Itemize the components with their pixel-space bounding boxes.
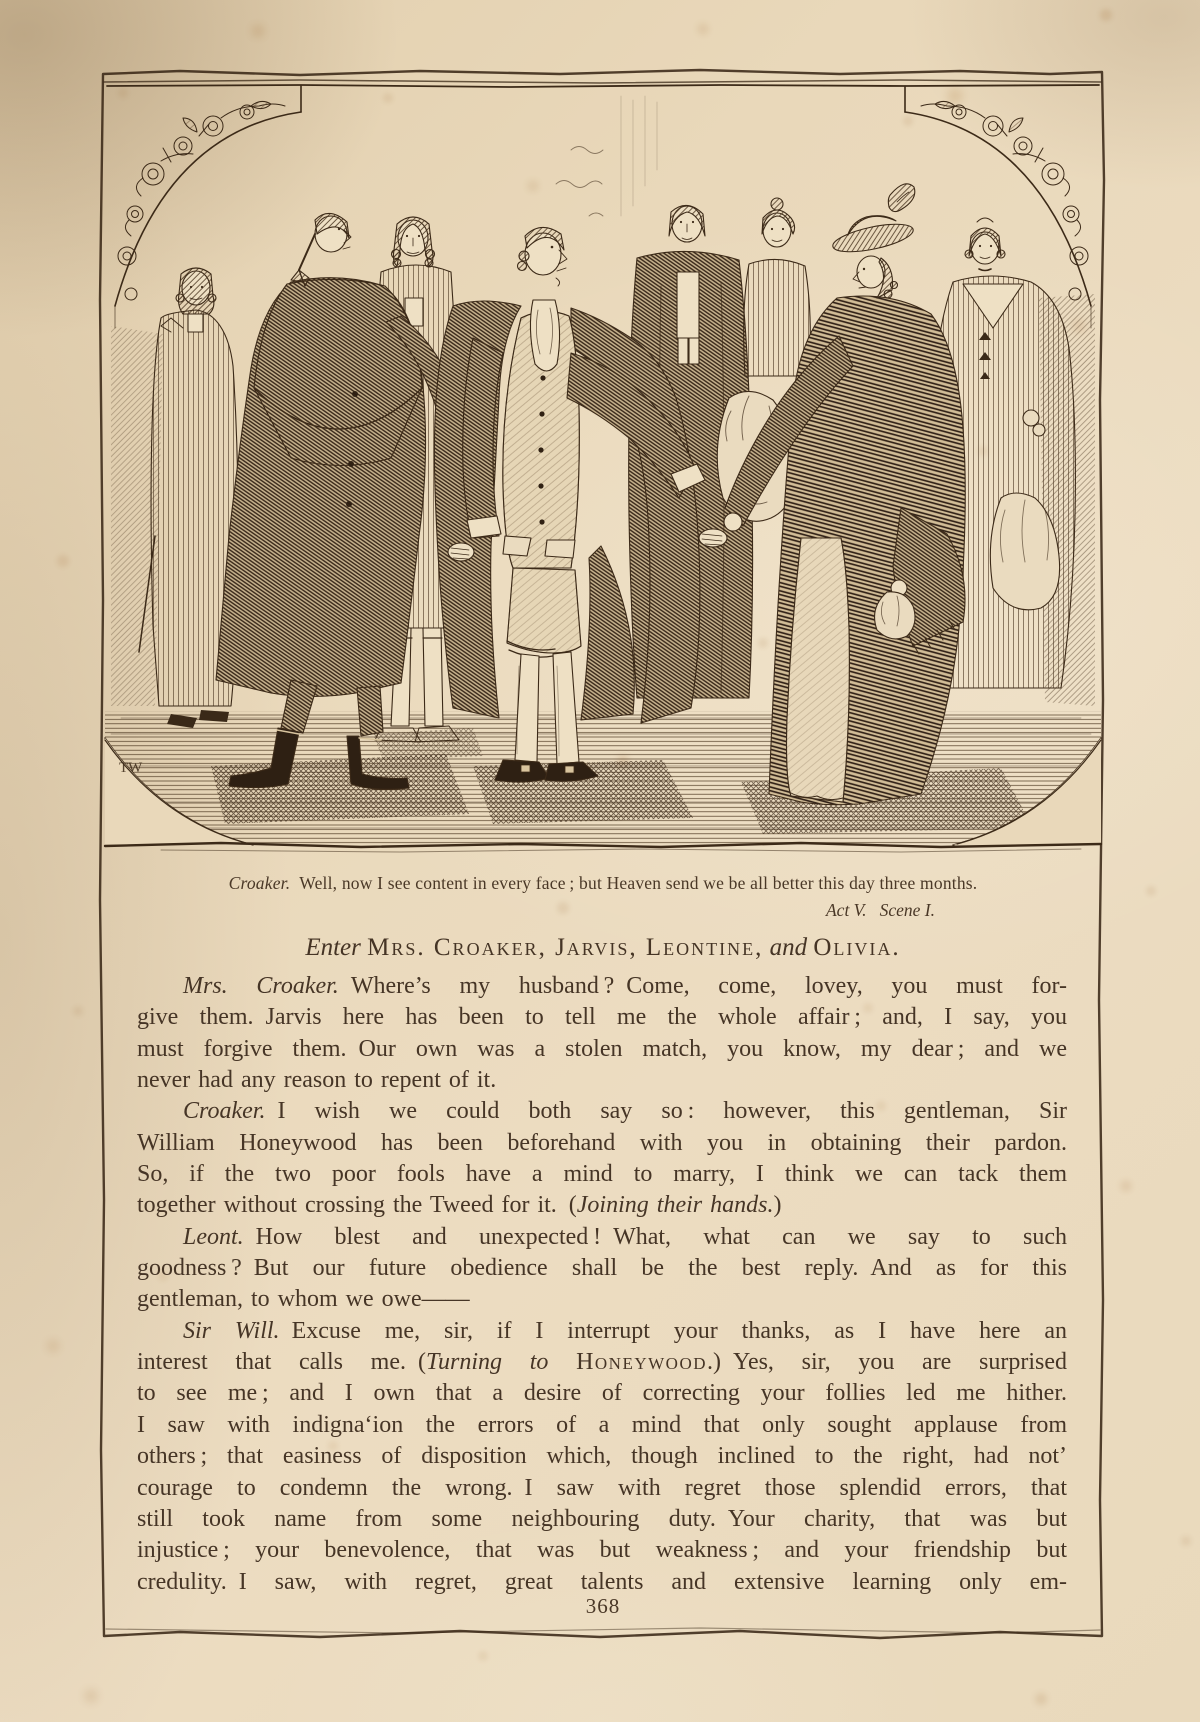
text-line: [137, 1284, 1067, 1315]
text-segment: never had any reason to repent of it.: [137, 1067, 497, 1094]
text-line: [137, 1535, 1067, 1566]
text-line: [137, 1065, 1067, 1096]
text-segment: others ; that easiness of disposition which, though inclined to the right, had not’: [137, 1443, 1067, 1470]
engraving-illustration: [101, 66, 1105, 858]
text-segment: together without crossing the Tweed for it. (: [137, 1192, 577, 1219]
text-line: [137, 1190, 1067, 1221]
rose-garland-right: [921, 101, 1088, 300]
text-line: [137, 1253, 1067, 1284]
text-line: [137, 1128, 1067, 1159]
page-number: 368: [585, 1594, 621, 1618]
text-segment: William Honeywood has been beforehand with you in obtaining their pardon.: [137, 1129, 1067, 1156]
text-line: [137, 1410, 1067, 1441]
text-segment: and: [763, 934, 814, 961]
text-segment: So, if the two poor fools have a mind to marry, I think we can tack them: [137, 1161, 1067, 1188]
text-segment: I wish we could both say so : however, this gentleman, Sir: [265, 1098, 1067, 1125]
text-segment: Joining their hands.: [576, 1192, 774, 1219]
text-line: [137, 1159, 1067, 1190]
text-line: [137, 1347, 1067, 1378]
text-segment: Olivia.: [813, 934, 901, 961]
text-segment: courage to condemn the wrong. I saw with regret those splendid errors, that: [137, 1474, 1067, 1501]
text-segment: Sir Will.: [183, 1317, 280, 1344]
engraver-monogram: TW: [119, 760, 143, 776]
text-line: [137, 1441, 1067, 1472]
text-segment: Croaker.: [228, 873, 291, 893]
text-segment: Act V. Scene I.: [825, 900, 935, 920]
text-segment: give them. Jarvis here has been to tell me the whole affair ; and, I say, you: [137, 1004, 1067, 1031]
text-segment: How blest and unexpected ! What, what can we say to such: [243, 1223, 1067, 1250]
text-line: [137, 1504, 1067, 1535]
text-segment: to see me ; and I own that a desire of correcting your follies led me hither.: [137, 1380, 1067, 1407]
text-segment: Well, now I see content in every face ; but Heaven send we be all better this day three months.: [290, 873, 978, 893]
text-line: [137, 1222, 1067, 1253]
text-line: [137, 1096, 1067, 1127]
text-segment: Enter: [305, 934, 368, 961]
text-segment: credulity. I saw, with regret, great talents and extensive learning only em-: [137, 1568, 1067, 1595]
text-segment: ): [773, 1192, 782, 1219]
text-segment: Mrs. Croaker.: [183, 973, 339, 999]
caption-act-scene: [103, 899, 1103, 921]
dialogue-text: [137, 971, 1067, 1598]
illustration-caption: [103, 872, 1103, 921]
text-segment: Where’s my husband ? Come, come, lovey, you must for-: [338, 973, 1067, 999]
text-segment: must forgive them. Our own was a stolen match, you know, my dear ; and we: [137, 1035, 1067, 1062]
text-line: [137, 1316, 1067, 1347]
text-line: [137, 1002, 1067, 1033]
text-segment: still took name from some neighbouring duty. Your charity, that was but: [137, 1505, 1067, 1532]
text-segment: interest that calls me. (: [137, 1349, 426, 1376]
text-segment: I saw with indigna‘ion the errors of a mind that only sought applause from: [137, 1411, 1067, 1438]
text-line: [137, 1034, 1067, 1065]
text-line: [137, 1473, 1067, 1504]
text-line: [137, 971, 1067, 1002]
text-line: [137, 1378, 1067, 1409]
text-segment: .) Yes, sir, you are surprised: [707, 1349, 1067, 1376]
text-segment: injustice ; your benevolence, that was but weakness ; and your friendship but: [137, 1537, 1067, 1564]
text-segment: gentleman, to whom we owe——: [137, 1286, 470, 1313]
caption-quote: [103, 872, 1103, 894]
text-segment: Excuse me, sir, if I interrupt your thanks, as I have here an: [279, 1317, 1067, 1344]
text-segment: Croaker.: [183, 1098, 266, 1125]
text-segment: goodness ? But our future obedience shall be the best reply. And as for this: [137, 1255, 1067, 1282]
stage-direction-heading: [103, 934, 1103, 962]
text-segment: Turning to: [426, 1349, 577, 1376]
text-segment: Leont.: [183, 1223, 244, 1250]
text-segment: Honeywood: [576, 1349, 708, 1376]
text-segment: Mrs. Croaker, Jarvis, Leontine,: [367, 934, 764, 961]
